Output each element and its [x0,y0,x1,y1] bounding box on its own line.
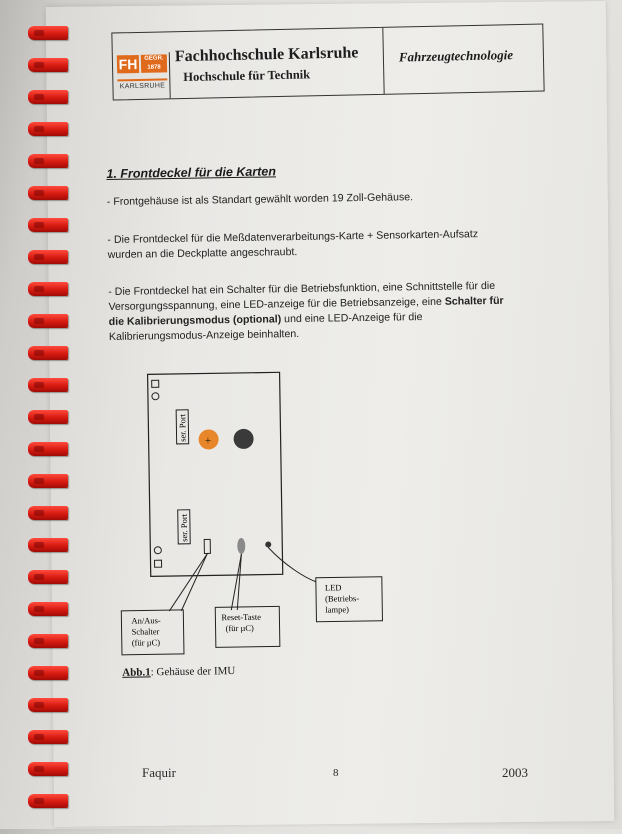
paragraph-3-line-2-bold: Schalter für [444,294,504,308]
figure-caption-text: : Gehäuse der IMU [150,665,236,679]
reset-button [237,538,245,554]
logo-year: 1878 [147,64,161,71]
footer-year: 2003 [502,765,528,780]
panel-hole-circle-bottom [154,547,161,554]
figure-caption-label: Abb.1 [122,666,151,679]
school-name: Fachhochschule Karlsruhe [174,44,359,66]
led-label-line-1: LED [324,582,342,593]
leader-reset-2 [236,554,242,610]
led-label-line-2: (Betriebs- [325,593,360,604]
logo-gegr: GEGR. [144,55,164,62]
reset-label-line-1: Reset-Taste [221,611,262,623]
paragraph-2 [107,227,478,263]
panel-hole-square-bottom [155,560,162,567]
figure-caption [122,665,235,679]
department-name: Fahrzeugtechnologie [398,47,514,65]
panel-hole-square-top [152,380,159,387]
switch-label-line-2: Schalter [131,626,160,637]
reset-label-line-2: (für µC) [225,622,254,634]
serial-port-top-label: ser. Port [177,413,188,442]
switch-label-line-1: An/Aus- [131,615,161,626]
logo-fh: FH [118,55,138,73]
paragraph-3-line-2-text: Versorgungsspannung, eine LED-anzeige für die Betriebsanzeige, eine [108,295,445,313]
led-label-line-3: lampe) [325,604,349,615]
footer-page-number: 8 [333,767,339,779]
panel-hole-circle-top [152,393,159,400]
section-title: 1. Frontdeckel für die Karten [106,164,276,182]
paragraph-3 [108,279,504,345]
leader-switch [180,553,208,610]
paragraph-3-line-4: Kalibrierungsmodus-Anzeige beinhalten. [108,328,300,343]
leader-switch-2 [168,553,208,611]
leader-led [268,547,316,583]
front-panel-diagram [107,364,402,659]
paragraph-1: - Frontgehäuse ist als Standart gewählt worden 19 Zoll-Gehäuse. [106,191,414,209]
school-subtitle: Hochschule für Technik [183,67,311,85]
paragraph-2-line-1: - Die Frontdeckel für die Meßdatenverarbeitungs-Karte + Sensorkarten-Aufsatz [107,228,479,247]
on-off-switch [204,539,210,553]
paragraph-3-line-1: - Die Frontdeckel hat ein Schalter für die Betriebsfunktion, eine Schnittstelle für die [108,279,496,298]
status-led [265,541,271,547]
switch-label-line-3: (für µC) [131,637,161,648]
footer-author: Faquir [142,765,176,780]
serial-port-bottom-label: ser. Port [178,513,190,542]
paragraph-2-line-2: wurden an die Deckplatte angeschraubt. [107,246,298,262]
logo-city: KARLSRUHE [117,78,167,95]
power-jack-plus-label: + [204,433,212,448]
paragraph-3-line-3-bold: die Kalibrierungsmodus (optional) [108,313,282,328]
paragraph-3-line-3-text: und eine LED-Anzeige für die [281,311,423,326]
panel-outline [148,372,283,576]
power-jack-dark [233,429,253,449]
